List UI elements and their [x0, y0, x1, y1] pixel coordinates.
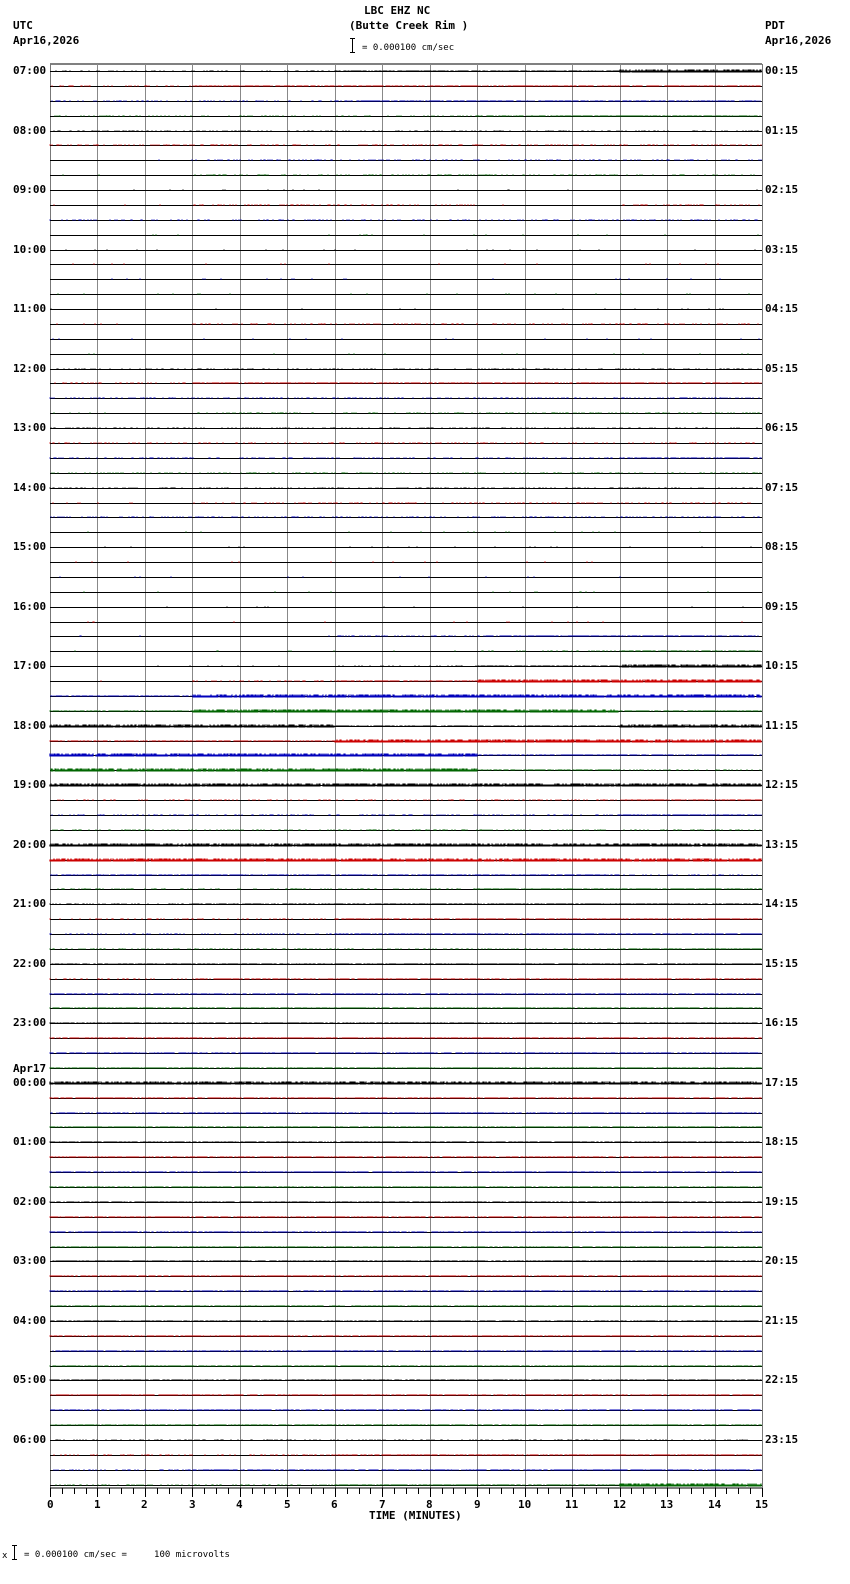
pdt-hour-label: 05:15	[765, 362, 799, 375]
x-tick-label: 8	[426, 1498, 433, 1511]
pdt-hour-label: 21:15	[765, 1314, 799, 1327]
utc-hour-label: 15:00	[13, 540, 47, 553]
pdt-hour-label: 19:15	[765, 1195, 799, 1208]
pdt-hour-label: 08:15	[765, 540, 799, 553]
pdt-hour-label: 11:15	[765, 719, 799, 732]
x-tick-label: 6	[331, 1498, 338, 1511]
x-axis-title: TIME (MINUTES)	[369, 1509, 462, 1522]
x-tick-label: 15	[755, 1498, 769, 1511]
utc-hour-label: 13:00	[13, 421, 47, 434]
x-tick-label: 12	[613, 1498, 627, 1511]
right-date: Apr16,2026	[765, 34, 832, 47]
pdt-hour-label: 02:15	[765, 183, 799, 196]
utc-hour-label: 10:00	[13, 243, 47, 256]
pdt-hour-label: 06:15	[765, 421, 799, 434]
left-date: Apr16,2026	[13, 34, 80, 47]
utc-hour-label: 14:00	[13, 481, 47, 494]
right-timezone: PDT	[765, 19, 785, 32]
utc-hour-label: 04:00	[13, 1314, 47, 1327]
x-tick-label: 10	[518, 1498, 532, 1511]
utc-hour-label: 16:00	[13, 600, 47, 613]
utc-hour-label: 11:00	[13, 302, 47, 315]
pdt-hour-label: 04:15	[765, 302, 799, 315]
pdt-hour-label: 17:15	[765, 1076, 799, 1089]
pdt-hour-label: 01:15	[765, 124, 799, 137]
x-tick-label: 13	[660, 1498, 674, 1511]
pdt-hour-label: 03:15	[765, 243, 799, 256]
utc-hour-label: 06:00	[13, 1433, 47, 1446]
utc-hour-label: 09:00	[13, 183, 47, 196]
pdt-hour-label: 18:15	[765, 1135, 799, 1148]
x-tick-label: 4	[236, 1498, 243, 1511]
x-tick-label: 1	[94, 1498, 101, 1511]
pdt-hour-label: 09:15	[765, 600, 799, 613]
utc-hour-label: 21:00	[13, 897, 47, 910]
footer-scale-bar-icon	[14, 1545, 15, 1560]
utc-hour-label: 18:00	[13, 719, 47, 732]
x-tick-label: 9	[474, 1498, 481, 1511]
x-tick-label: 3	[189, 1498, 196, 1511]
pdt-hour-label: 15:15	[765, 957, 799, 970]
station-title: LBC EHZ NC	[364, 4, 431, 17]
pdt-hour-label: 13:15	[765, 838, 799, 851]
utc-hour-label: 19:00	[13, 778, 47, 791]
utc-hour-label: 00:00	[13, 1076, 47, 1089]
left-timezone: UTC	[13, 19, 33, 32]
pdt-hour-label: 07:15	[765, 481, 799, 494]
utc-hour-label: 07:00	[13, 64, 47, 77]
utc-hour-label: 22:00	[13, 957, 47, 970]
pdt-hour-label: 20:15	[765, 1254, 799, 1267]
footer-scale-text: = 0.000100 cm/sec = 100 microvolts	[24, 1550, 230, 1560]
date-change-label: Apr17	[13, 1062, 47, 1075]
pdt-hour-label: 12:15	[765, 778, 799, 791]
pdt-hour-label: 10:15	[765, 659, 799, 672]
x-tick-label: 14	[708, 1498, 722, 1511]
scale-label: = 0.000100 cm/sec	[362, 43, 455, 53]
utc-hour-label: 17:00	[13, 659, 47, 672]
x-tick-label: 7	[379, 1498, 386, 1511]
utc-hour-label: 08:00	[13, 124, 47, 137]
site-name: (Butte Creek Rim )	[349, 19, 469, 32]
utc-hour-label: 02:00	[13, 1195, 47, 1208]
footer-marker: x	[2, 1551, 8, 1561]
pdt-hour-label: 00:15	[765, 64, 799, 77]
x-tick-label: 2	[141, 1498, 148, 1511]
utc-hour-label: 01:00	[13, 1135, 47, 1148]
pdt-hour-label: 22:15	[765, 1373, 799, 1386]
pdt-hour-label: 14:15	[765, 897, 799, 910]
pdt-hour-label: 16:15	[765, 1016, 799, 1029]
x-tick-label: 0	[47, 1498, 54, 1511]
utc-hour-label: 12:00	[13, 362, 47, 375]
utc-hour-label: 03:00	[13, 1254, 47, 1267]
x-tick-label: 11	[565, 1498, 579, 1511]
utc-hour-label: 20:00	[13, 838, 47, 851]
x-tick-label: 5	[284, 1498, 291, 1511]
utc-hour-label: 23:00	[13, 1016, 47, 1029]
utc-hour-label: 05:00	[13, 1373, 47, 1386]
pdt-hour-label: 23:15	[765, 1433, 799, 1446]
